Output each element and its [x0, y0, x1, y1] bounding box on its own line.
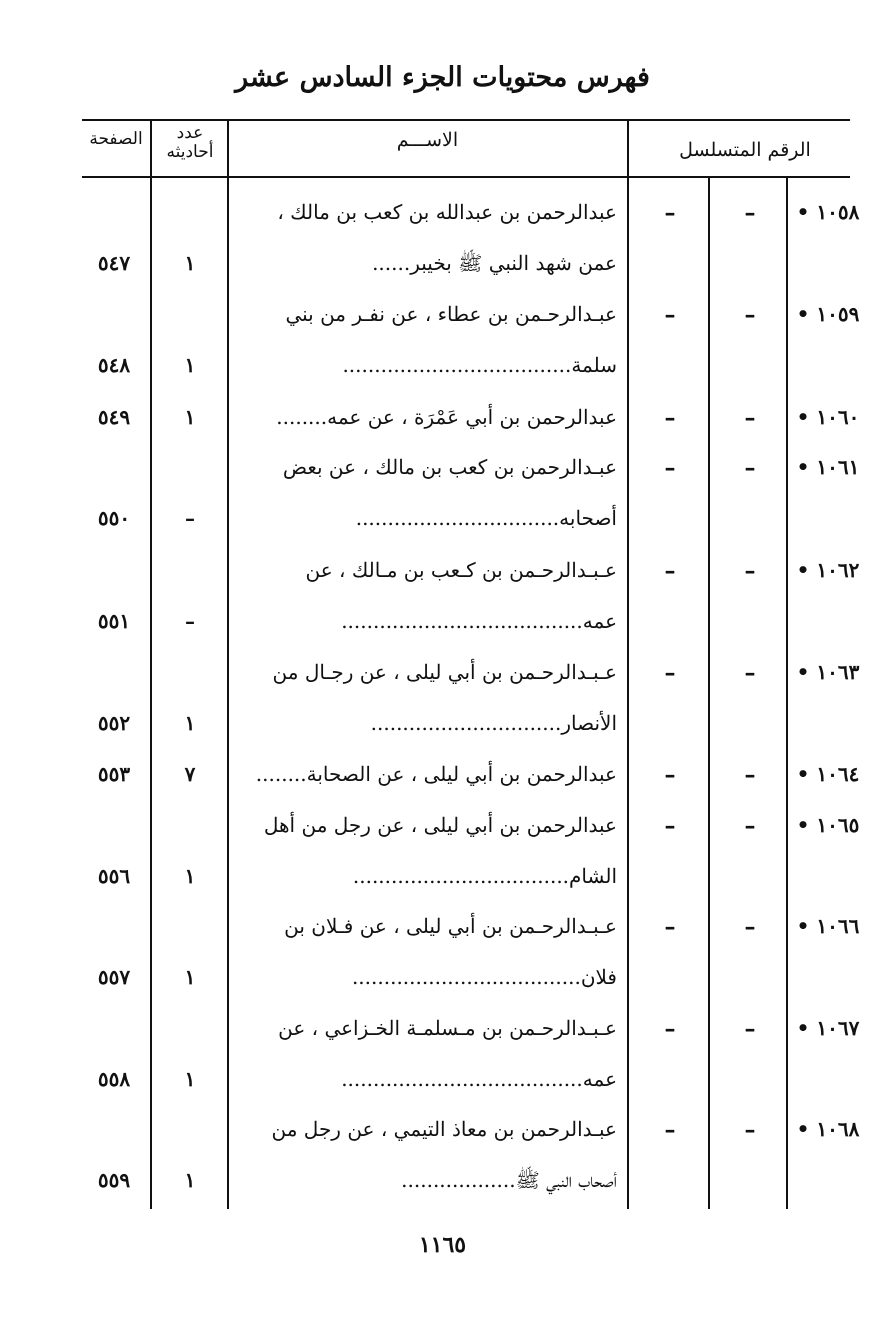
narrator-name-text: عـبـدالرحـمن بن أبي ليلى ، عن فـلان بن [284, 914, 617, 938]
narrator-name [232, 302, 617, 326]
dot-leader: .................................. [352, 864, 570, 888]
narrator-name [232, 455, 617, 479]
narrator-name [232, 558, 617, 582]
dot-leader: ...................................... [341, 1067, 583, 1091]
serial-dash-2: – [664, 558, 676, 584]
column-divider-name [627, 119, 629, 1209]
table-top-rule [82, 119, 850, 121]
serial-dash-2: – [664, 200, 676, 226]
page-ref: ٥٥١ [97, 609, 131, 633]
hadith-count: ١ [184, 251, 196, 275]
bullet-icon: • [796, 302, 817, 326]
page-ref: ٥٥٠ [97, 506, 131, 530]
bullet-icon: • [796, 1016, 817, 1040]
page-ref: ٥٥٩ [97, 1168, 131, 1192]
narrator-name-continued [232, 711, 617, 735]
serial-dash-2: – [664, 762, 676, 788]
dot-leader: .................................... [351, 965, 581, 989]
bullet-icon: • [796, 455, 817, 479]
serial-dash-1: – [744, 302, 756, 328]
bullet-icon: • [796, 660, 817, 684]
page-ref: ٥٥٣ [97, 762, 131, 786]
narrator-name-text: الشام [569, 864, 617, 888]
serial-number [788, 1117, 868, 1141]
serial-number [788, 455, 868, 479]
narrator-name [232, 660, 617, 684]
narrator-name-text: عمه [582, 609, 617, 633]
serial-number [788, 762, 868, 786]
serial-dash-1: – [744, 762, 756, 788]
serial-dash-1: – [744, 660, 756, 686]
serial-dash-2: – [664, 1016, 676, 1042]
narrator-name-continued [232, 251, 617, 280]
serial-dash-2: – [664, 813, 676, 839]
dot-leader: ...... [372, 251, 411, 275]
narrator-name-text: فلان [580, 965, 617, 989]
serial-number [788, 914, 868, 938]
column-divider-count [227, 119, 229, 1209]
serial-dash-1: – [744, 1117, 756, 1143]
narrator-name-text: سلمة [571, 353, 617, 377]
narrator-name-continued [232, 864, 617, 888]
narrator-name [232, 813, 617, 837]
narrator-name-text: عـبـدالرحـمن بن كـعب بن مـالك ، عن [305, 558, 617, 582]
narrator-name-text: عبـدالرحـمن بن عطاء ، عن نفـر من بني [285, 302, 617, 326]
narrator-name-text: عبـدالرحمن بن كعب بن مالك ، عن بعض [282, 455, 617, 479]
bullet-icon: • [796, 1117, 817, 1141]
serial-dash-2: – [664, 660, 676, 686]
column-divider-page [150, 119, 152, 1209]
page-title: فهرس محتويات الجزء السادس عشر [235, 62, 650, 93]
narrator-name [232, 914, 617, 938]
narrator-name-text: عبدالرحمن بن عبدالله بن كعب بن مالك ، [277, 200, 617, 224]
hadith-count: ١ [184, 711, 196, 735]
dot-leader: ........ [276, 405, 328, 429]
serial-value: ١٠٦٣ [816, 660, 860, 684]
hadith-count: – [185, 506, 195, 530]
column-divider-serial-b [786, 176, 788, 1209]
serial-number [788, 660, 868, 684]
narrator-name [232, 1016, 617, 1040]
serial-value: ١٠٦٨ [816, 1117, 860, 1141]
serial-dash-1: – [744, 558, 756, 584]
serial-dash-1: – [744, 1016, 756, 1042]
narrator-name [232, 762, 617, 786]
serial-value: ١٠٦٠ [816, 405, 860, 429]
narrator-name-text: عـبـدالرحـمن بن أبي ليلى ، عن رجـال من [272, 660, 617, 684]
serial-value: ١٠٦٤ [816, 762, 860, 786]
narrator-name [232, 1117, 617, 1141]
page-number: ١١٦٥ [418, 1232, 467, 1258]
serial-dash-1: – [744, 813, 756, 839]
serial-dash-1: – [744, 914, 756, 940]
serial-value: ١٠٦٢ [816, 558, 860, 582]
dot-leader: ...................................... [341, 609, 583, 633]
serial-dash-2: – [664, 914, 676, 940]
header-hadith-count: عدد أحاديثه [166, 123, 214, 162]
serial-number [788, 405, 868, 429]
serial-value: ١٠٥٩ [816, 302, 860, 326]
narrator-name-text: عمه [582, 1067, 617, 1091]
narrator-name-text: الأنصار [561, 711, 617, 735]
serial-value: ١٠٦١ [816, 455, 860, 479]
hadith-count: ١ [184, 965, 196, 989]
dot-leader: ........ [255, 762, 307, 786]
narrator-name [232, 200, 617, 224]
hadith-count: ١ [184, 1168, 196, 1192]
serial-value: ١٠٥٨ [816, 200, 860, 224]
dot-leader: .................. [401, 1168, 516, 1192]
serial-dash-2: – [664, 405, 676, 431]
serial-value: ١٠٦٦ [816, 914, 860, 938]
serial-dash-2: – [664, 1117, 676, 1143]
table-header-rule [82, 176, 850, 178]
header-serial: الرقم المتسلسل [679, 139, 811, 161]
serial-value: ١٠٦٧ [816, 1016, 860, 1040]
page-ref: ٥٥٨ [97, 1067, 131, 1091]
serial-value: ١٠٦٥ [816, 813, 860, 837]
serial-number [788, 200, 868, 224]
dot-leader: .................................... [342, 353, 572, 377]
serial-number [788, 1016, 868, 1040]
bullet-icon: • [796, 200, 817, 224]
serial-dash-1: – [744, 405, 756, 431]
narrator-name-text: أصحابه [559, 506, 617, 530]
serial-dash-2: – [664, 302, 676, 328]
column-divider-serial-a [708, 176, 710, 1209]
page-ref: ٥٥٢ [97, 711, 131, 735]
page-ref: ٥٤٩ [97, 405, 131, 429]
serial-number [788, 302, 868, 326]
narrator-name-continued [232, 609, 617, 633]
narrator-name-text: عبـدالرحمن بن معاذ التيمي ، عن رجل من [271, 1117, 617, 1141]
serial-dash-2: – [664, 455, 676, 481]
header-name: الاســـم [396, 129, 459, 151]
hadith-count: ١ [184, 1067, 196, 1091]
narrator-name-text: عبدالرحمن بن أبي ليلى ، عن الصحابة [306, 762, 617, 786]
hadith-count: – [185, 609, 195, 633]
serial-dash-1: – [744, 200, 756, 226]
page-ref: ٥٥٦ [97, 864, 131, 888]
page-ref: ٥٤٨ [97, 353, 131, 377]
narrator-name-text: أصحاب النبي ﷺ [515, 1168, 617, 1192]
bullet-icon: • [796, 813, 817, 837]
narrator-name-text: عبدالرحمن بن أبي ليلى ، عن رجل من أهل [263, 813, 617, 837]
header-page: الصفحة [89, 129, 143, 149]
narrator-name-text: عمن شهد النبي ﷺ بخيبر [410, 251, 617, 275]
narrator-name-continued [232, 353, 617, 377]
serial-number [788, 558, 868, 582]
serial-number [788, 813, 868, 837]
narrator-name-continued [232, 506, 617, 530]
hadith-count: ١ [184, 405, 196, 429]
bullet-icon: • [796, 914, 817, 938]
narrator-name-continued [232, 1168, 617, 1197]
hadith-count: ١ [184, 864, 196, 888]
narrator-name-continued [232, 965, 617, 989]
bullet-icon: • [796, 762, 817, 786]
hadith-count: ٧ [184, 762, 196, 786]
page-ref: ٥٥٧ [97, 965, 131, 989]
bullet-icon: • [796, 558, 817, 582]
dot-leader: ................................ [355, 506, 560, 530]
page-ref: ٥٤٧ [97, 251, 131, 275]
dot-leader: .............................. [370, 711, 562, 735]
narrator-name-continued [232, 1067, 617, 1091]
narrator-name [232, 405, 617, 429]
serial-dash-1: – [744, 455, 756, 481]
narrator-name-text: عـبـدالرحـمن بن مـسلمـة الخـزاعي ، عن [278, 1016, 617, 1040]
bullet-icon: • [796, 405, 817, 429]
narrator-name-text: عبدالرحمن بن أبي عَمْرَة ، عن عمه [327, 405, 617, 429]
hadith-count: ١ [184, 353, 196, 377]
